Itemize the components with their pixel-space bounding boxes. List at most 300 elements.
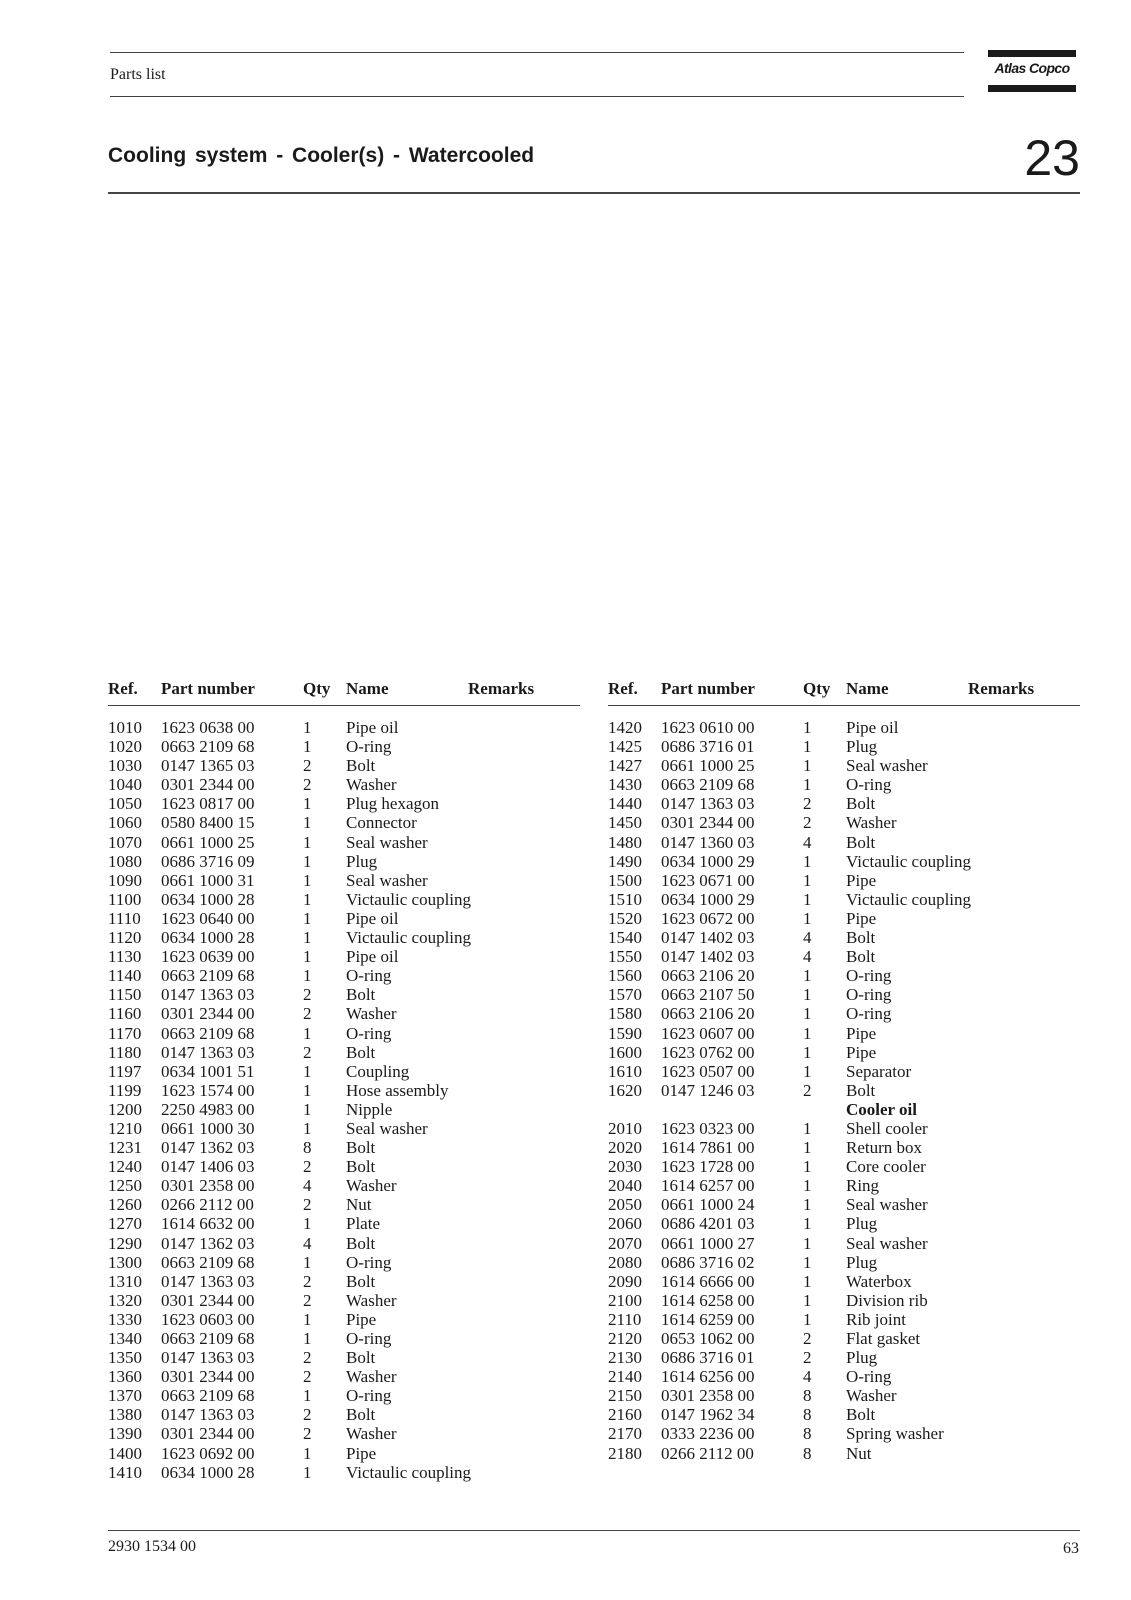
ref-cell: 1240 [108, 1157, 142, 1177]
table-header [608, 677, 1080, 706]
name-cell: Plate [346, 1214, 380, 1234]
part-number-cell: 0147 1962 34 [661, 1405, 755, 1425]
table-row [108, 1310, 580, 1329]
ref-cell: 1030 [108, 756, 142, 776]
name-cell: Nipple [346, 1099, 393, 1119]
ref-cell: 1050 [108, 794, 142, 814]
table-row [108, 909, 580, 928]
table-row [108, 1195, 580, 1214]
qty-cell: 1 [303, 718, 312, 737]
ref-cell: 2150 [608, 1386, 642, 1406]
header-ref: Ref. [608, 679, 638, 698]
table-row [108, 1043, 580, 1062]
table-row [108, 947, 580, 966]
ref-cell: 1140 [108, 966, 142, 986]
name-cell: Seal washer [846, 1233, 928, 1253]
name-cell: Flat gasket [846, 1329, 921, 1348]
table-row [108, 1329, 580, 1348]
ref-cell: 1080 [108, 851, 142, 871]
section-number: 23 [1024, 130, 1080, 186]
table-row [608, 1386, 1080, 1405]
part-number-cell: 0634 1000 28 [161, 1462, 255, 1482]
table-row [608, 1214, 1080, 1233]
part-number-cell: 1614 6257 00 [661, 1176, 755, 1196]
qty-cell: 4 [803, 928, 812, 948]
table-row [108, 775, 580, 794]
ref-cell: 1480 [608, 832, 642, 852]
qty-cell: 2 [303, 1042, 312, 1062]
qty-cell: 4 [303, 1233, 312, 1253]
name-cell: Bolt [846, 1080, 876, 1100]
qty-cell: 4 [803, 832, 812, 852]
table-row [108, 890, 580, 909]
ref-cell: 1150 [108, 985, 142, 1005]
table-row [608, 1367, 1080, 1386]
part-number-cell: 0663 2107 50 [661, 985, 755, 1005]
table-row [608, 1195, 1080, 1214]
name-cell: Washer [346, 1290, 397, 1310]
ref-cell: 2160 [608, 1405, 642, 1425]
ref-cell: 2060 [608, 1214, 642, 1234]
table-row [608, 1024, 1080, 1043]
qty-cell: 2 [303, 1271, 312, 1291]
table-row [608, 1253, 1080, 1272]
qty-cell: 1 [303, 813, 312, 833]
qty-cell: 1 [803, 1176, 812, 1196]
part-number-cell: 0301 2358 00 [161, 1176, 255, 1196]
part-number-cell: 0266 2112 00 [161, 1195, 254, 1215]
name-cell: Plug [846, 737, 878, 757]
table-row [108, 1253, 580, 1272]
qty-cell: 1 [803, 1214, 812, 1234]
part-number-cell: 0580 8400 15 [161, 813, 255, 833]
qty-cell: 1 [303, 1309, 312, 1329]
qty-cell: 1 [303, 832, 312, 852]
name-cell: Bolt [346, 1405, 376, 1425]
table-row [608, 1062, 1080, 1081]
qty-cell: 4 [803, 1367, 812, 1387]
part-number-cell: 2250 4983 00 [161, 1099, 255, 1119]
table-row [608, 1444, 1080, 1463]
ref-cell: 1360 [108, 1367, 142, 1387]
table-row [108, 1176, 580, 1195]
qty-cell: 1 [303, 947, 312, 967]
part-number-cell: 1623 0607 00 [661, 1023, 755, 1043]
part-number-cell: 0663 2109 68 [161, 1386, 255, 1406]
qty-cell: 1 [303, 928, 312, 948]
qty-cell: 2 [303, 775, 312, 795]
part-number-cell: 0661 1000 25 [161, 832, 255, 852]
name-cell: O-ring [346, 1386, 392, 1406]
part-number-cell: 0663 2109 68 [161, 737, 255, 757]
name-cell: Pipe [846, 870, 877, 890]
part-number-cell: 0661 1000 27 [661, 1233, 755, 1253]
ref-cell: 1020 [108, 737, 142, 757]
name-cell: Plug [346, 851, 378, 871]
part-number-cell: 1614 6256 00 [661, 1367, 755, 1387]
name-cell: Washer [346, 1424, 397, 1444]
ref-cell: 1180 [108, 1042, 142, 1062]
qty-cell: 1 [303, 1061, 312, 1081]
parts-rows-left [108, 718, 580, 1482]
name-cell: Pipe oil [346, 718, 399, 737]
ref-cell: 1170 [108, 1023, 142, 1043]
qty-cell: 1 [803, 1023, 812, 1043]
part-number-cell: 0663 2109 68 [161, 1023, 255, 1043]
qty-cell: 1 [803, 1118, 812, 1138]
name-cell: Plug hexagon [346, 794, 440, 814]
table-row [108, 928, 580, 947]
part-number-cell: 0333 2236 00 [661, 1424, 755, 1444]
header-top-rule [110, 52, 964, 53]
part-number-cell: 0147 1402 03 [661, 947, 755, 967]
qty-cell: 1 [803, 1042, 812, 1062]
name-cell: Pipe [846, 1023, 877, 1043]
part-number-cell: 1614 6259 00 [661, 1309, 755, 1329]
name-cell: Washer [846, 1386, 897, 1406]
ref-cell: 1560 [608, 966, 642, 986]
name-cell: Bolt [346, 756, 376, 776]
table-row [608, 737, 1080, 756]
table-row [608, 1310, 1080, 1329]
table-row [608, 947, 1080, 966]
table-row [108, 852, 580, 871]
name-cell: Plug [846, 1348, 878, 1368]
qty-cell: 1 [303, 1080, 312, 1100]
part-number-cell: 1623 0603 00 [161, 1309, 255, 1329]
name-cell: Seal washer [346, 832, 428, 852]
name-cell: Pipe [846, 1042, 877, 1062]
name-cell: Pipe [346, 1309, 377, 1329]
table-row [608, 890, 1080, 909]
name-cell: Bolt [846, 1405, 876, 1425]
part-number-cell: 1614 6666 00 [661, 1271, 755, 1291]
table-row [608, 756, 1080, 775]
part-number-cell: 1623 0640 00 [161, 908, 255, 928]
qty-cell: 2 [303, 756, 312, 776]
ref-cell: 1550 [608, 947, 642, 967]
ref-cell: 1410 [108, 1462, 142, 1482]
name-cell: Washer [346, 1367, 397, 1387]
part-number-cell: 0266 2112 00 [661, 1443, 754, 1463]
part-number-cell: 0634 1000 28 [161, 889, 255, 909]
name-cell: Bolt [346, 1138, 376, 1158]
part-number-cell: 1623 1574 00 [161, 1080, 255, 1100]
table-row [608, 1081, 1080, 1100]
name-cell: Connector [346, 813, 417, 833]
ref-cell: 1450 [608, 813, 642, 833]
qty-cell: 1 [303, 794, 312, 814]
header-name: Name [346, 679, 389, 698]
qty-cell: 2 [803, 1329, 812, 1348]
part-number-cell: 0663 2109 68 [161, 1329, 255, 1348]
part-number-cell: 1614 7861 00 [661, 1138, 755, 1158]
qty-cell: 2 [303, 1367, 312, 1387]
name-cell: Waterbox [846, 1271, 912, 1291]
part-number-cell: 0301 2344 00 [161, 1004, 255, 1024]
table-row [108, 718, 580, 737]
ref-cell: 1197 [108, 1061, 142, 1081]
name-cell: Pipe [846, 908, 877, 928]
part-number-cell: 1623 0671 00 [661, 870, 755, 890]
qty-cell: 1 [803, 1157, 812, 1177]
part-number-cell: 0634 1001 51 [161, 1061, 255, 1081]
part-number-cell: 1623 0323 00 [661, 1118, 755, 1138]
qty-cell: 1 [303, 1252, 312, 1272]
table-row [608, 833, 1080, 852]
table-row [108, 833, 580, 852]
table-row [108, 1386, 580, 1405]
qty-cell: 4 [303, 1176, 312, 1196]
ref-cell: 1110 [108, 908, 141, 928]
header-part-number: Part number [661, 679, 755, 698]
qty-cell: 1 [303, 966, 312, 986]
ref-cell: 1199 [108, 1080, 142, 1100]
qty-cell: 1 [303, 1099, 312, 1119]
name-cell: Separator [846, 1061, 912, 1081]
qty-cell: 1 [803, 985, 812, 1005]
ref-cell: 2110 [608, 1309, 642, 1329]
table-row [608, 794, 1080, 813]
name-cell: Bolt [346, 1157, 376, 1177]
document-number: 2930 1534 00 [108, 1538, 196, 1555]
qty-cell: 1 [303, 737, 312, 757]
part-number-cell: 0634 1000 28 [161, 928, 255, 948]
table-row [608, 1176, 1080, 1195]
name-cell: Bolt [346, 985, 376, 1005]
part-number-cell: 0634 1000 29 [661, 889, 755, 909]
part-number-cell: 1614 6632 00 [161, 1214, 255, 1234]
ref-cell: 2090 [608, 1271, 642, 1291]
ref-cell: 2030 [608, 1157, 642, 1177]
name-cell: O-ring [346, 1023, 392, 1043]
name-cell: Coupling [346, 1061, 410, 1081]
table-section-heading [608, 1100, 1080, 1119]
part-number-cell: 1623 0639 00 [161, 947, 255, 967]
qty-cell: 1 [303, 1118, 312, 1138]
qty-cell: 8 [803, 1424, 812, 1444]
name-cell: Bolt [346, 1042, 376, 1062]
ref-cell: 1500 [608, 870, 642, 890]
table-row [108, 756, 580, 775]
qty-cell: 2 [803, 813, 812, 833]
ref-cell: 1420 [608, 718, 642, 737]
part-number-cell: 0301 2344 00 [661, 813, 755, 833]
name-cell: O-ring [346, 966, 392, 986]
qty-cell: 1 [803, 718, 812, 737]
ref-cell: 1540 [608, 928, 642, 948]
title-rule [108, 192, 1080, 194]
name-cell: Bolt [346, 1348, 376, 1368]
qty-cell: 1 [803, 1004, 812, 1024]
ref-cell: 1260 [108, 1195, 142, 1215]
name-cell: O-ring [346, 1252, 392, 1272]
table-row [608, 871, 1080, 890]
ref-cell: 1440 [608, 794, 642, 814]
table-row [108, 985, 580, 1004]
header-bottom-rule [110, 96, 964, 97]
ref-cell: 1590 [608, 1023, 642, 1043]
name-cell: Pipe oil [346, 947, 399, 967]
ref-cell: 2040 [608, 1176, 642, 1196]
qty-cell: 1 [303, 1214, 312, 1234]
table-row [608, 1138, 1080, 1157]
ref-cell: 1570 [608, 985, 642, 1005]
name-cell: Nut [846, 1443, 872, 1463]
table-row [108, 1062, 580, 1081]
ref-cell: 2010 [608, 1118, 642, 1138]
table-row [108, 1348, 580, 1367]
ref-cell: 1290 [108, 1233, 142, 1253]
table-row [108, 1234, 580, 1253]
ref-cell: 1040 [108, 775, 142, 795]
ref-cell: 2130 [608, 1348, 642, 1368]
ref-cell: 1580 [608, 1004, 642, 1024]
ref-cell: 1520 [608, 908, 642, 928]
qty-cell: 1 [803, 889, 812, 909]
table-row [608, 1424, 1080, 1443]
table-row [108, 1367, 580, 1386]
qty-cell: 1 [803, 775, 812, 795]
page-title: Cooling system - Cooler(s) - Watercooled [108, 144, 535, 167]
ref-cell: 1310 [108, 1271, 142, 1291]
qty-cell: 1 [303, 889, 312, 909]
parts-rows-right [608, 718, 1080, 1463]
ref-cell: 1390 [108, 1424, 142, 1444]
part-number-cell: 0686 3716 01 [661, 1348, 755, 1368]
ref-cell: 1340 [108, 1329, 142, 1348]
ref-cell: 1300 [108, 1252, 142, 1272]
part-number-cell: 0147 1246 03 [661, 1080, 755, 1100]
qty-cell: 1 [303, 1443, 312, 1463]
table-header [108, 677, 580, 706]
table-row [608, 852, 1080, 871]
qty-cell: 1 [803, 870, 812, 890]
part-number-cell: 0301 2344 00 [161, 1367, 255, 1387]
name-cell: O-ring [346, 1329, 392, 1348]
ref-cell: 1425 [608, 737, 642, 757]
table-row [608, 1329, 1080, 1348]
name-cell: O-ring [846, 775, 892, 795]
ref-cell: 1090 [108, 870, 142, 890]
part-number-cell: 0301 2344 00 [161, 1290, 255, 1310]
part-number-cell: 0147 1362 03 [161, 1138, 255, 1158]
qty-cell: 1 [303, 1462, 312, 1482]
part-number-cell: 1623 0638 00 [161, 718, 255, 737]
table-row [108, 1081, 580, 1100]
ref-cell: 1400 [108, 1443, 142, 1463]
part-number-cell: 0147 1363 03 [161, 1348, 255, 1368]
name-cell: Return box [846, 1138, 923, 1158]
name-cell: Bolt [846, 928, 876, 948]
part-number-cell: 1623 0817 00 [161, 794, 255, 814]
qty-cell: 4 [803, 947, 812, 967]
table-row [108, 1100, 580, 1119]
ref-cell: 1270 [108, 1214, 142, 1234]
qty-cell: 1 [803, 1309, 812, 1329]
table-row [608, 775, 1080, 794]
part-number-cell: 0661 1000 24 [661, 1195, 755, 1215]
table-row [608, 985, 1080, 1004]
name-cell: Bolt [346, 1271, 376, 1291]
table-row [608, 1234, 1080, 1253]
qty-cell: 2 [303, 1405, 312, 1425]
ref-cell: 1250 [108, 1176, 142, 1196]
table-row [108, 813, 580, 832]
part-number-cell: 1623 0762 00 [661, 1042, 755, 1062]
part-number-cell: 0147 1402 03 [661, 928, 755, 948]
qty-cell: 2 [803, 1080, 812, 1100]
table-row [608, 1119, 1080, 1138]
part-number-cell: 1623 0507 00 [661, 1061, 755, 1081]
ref-cell: 1490 [608, 851, 642, 871]
header-label: Parts list [110, 66, 166, 83]
ref-cell: 2050 [608, 1195, 642, 1215]
table-row [108, 1138, 580, 1157]
ref-cell: 2100 [608, 1290, 642, 1310]
ref-cell: 1070 [108, 832, 142, 852]
name-cell: O-ring [846, 966, 892, 986]
footer-rule [108, 1530, 1080, 1531]
part-number-cell: 0686 3716 09 [161, 851, 255, 871]
ref-cell: 1510 [608, 889, 642, 909]
parts-table-left [108, 677, 580, 1482]
qty-cell: 1 [803, 737, 812, 757]
ref-cell: 1430 [608, 775, 642, 795]
qty-cell: 8 [803, 1386, 812, 1406]
part-number-cell: 0147 1360 03 [661, 832, 755, 852]
table-row [608, 718, 1080, 737]
name-cell: Ring [846, 1176, 880, 1196]
ref-cell: 2120 [608, 1329, 642, 1348]
ref-cell: 1160 [108, 1004, 142, 1024]
header-remarks: Remarks [468, 679, 535, 698]
ref-cell: 2070 [608, 1233, 642, 1253]
qty-cell: 2 [303, 1157, 312, 1177]
table-row [108, 966, 580, 985]
ref-cell: 1380 [108, 1405, 142, 1425]
name-cell: Victaulic coupling [846, 889, 972, 909]
name-cell: Shell cooler [846, 1118, 928, 1138]
part-number-cell: 0147 1363 03 [161, 1405, 255, 1425]
ref-cell: 1320 [108, 1290, 142, 1310]
ref-cell: 1120 [108, 928, 142, 948]
name-cell: Bolt [846, 947, 876, 967]
table-row [608, 1004, 1080, 1023]
table-row [108, 1024, 580, 1043]
qty-cell: 1 [803, 1252, 812, 1272]
table-row [108, 1424, 580, 1443]
table-row [108, 1119, 580, 1138]
name-cell: O-ring [846, 1004, 892, 1024]
part-number-cell: 0147 1363 03 [161, 1042, 255, 1062]
ref-cell: 2170 [608, 1424, 642, 1444]
table-row [108, 1214, 580, 1233]
table-row [608, 1157, 1080, 1176]
qty-cell: 1 [803, 1290, 812, 1310]
part-number-cell: 0661 1000 31 [161, 870, 255, 890]
name-cell: O-ring [846, 1367, 892, 1387]
name-cell: O-ring [846, 985, 892, 1005]
ref-cell: 1370 [108, 1386, 142, 1406]
table-row [108, 1405, 580, 1424]
parts-table-right [608, 677, 1080, 1463]
qty-cell: 2 [303, 1290, 312, 1310]
header-part-number: Part number [161, 679, 255, 698]
qty-cell: 1 [303, 1023, 312, 1043]
ref-cell: 1130 [108, 947, 142, 967]
ref-cell: 1620 [608, 1080, 642, 1100]
